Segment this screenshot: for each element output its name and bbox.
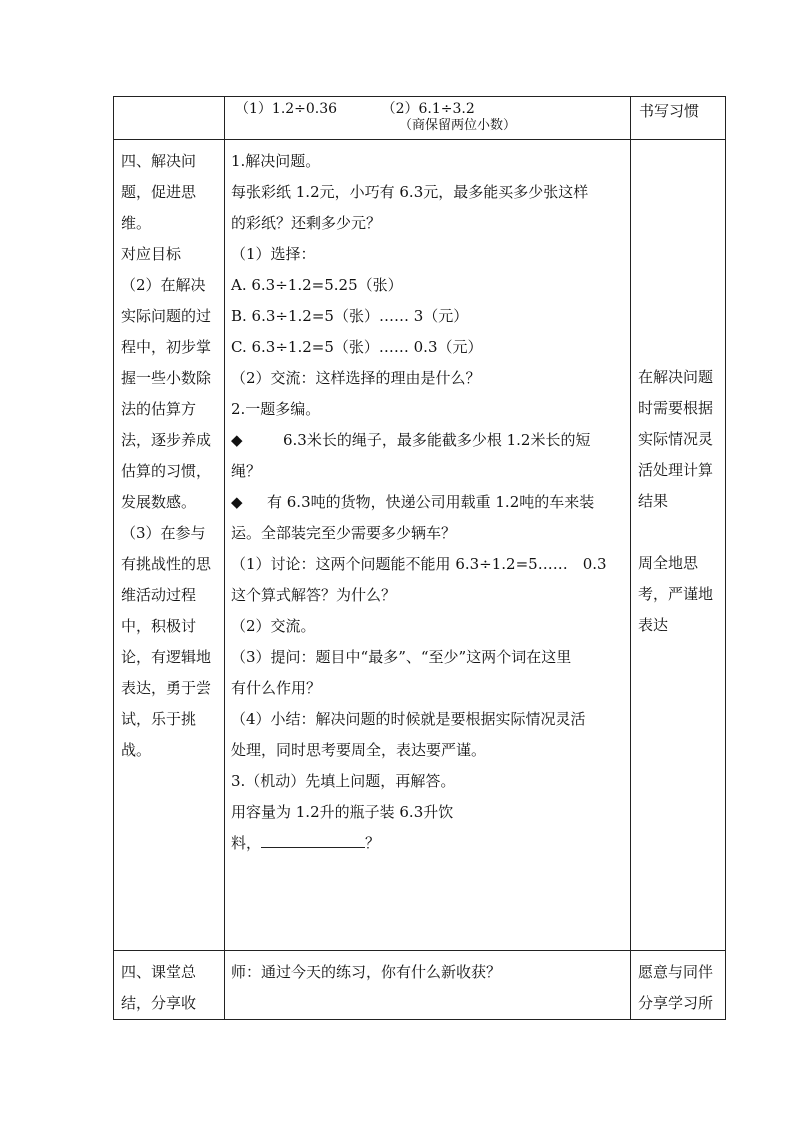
fill-suffix: ？ bbox=[365, 834, 381, 852]
activity-line: 这个算式解答？为什么？ bbox=[231, 586, 397, 604]
goal-line: 实际情况灵 bbox=[638, 430, 714, 448]
lesson-plan-table bbox=[113, 96, 726, 1020]
activity-line: 师：通过今天的练习，你有什么新收获？ bbox=[231, 963, 502, 981]
activity-line: 每张彩纸 1.2元，小巧有 6.3元，最多能买多少张这样 bbox=[231, 183, 589, 201]
activity-line: （1）讨论：这两个问题能不能用 6.3÷1.2=5…… 0.3 bbox=[231, 555, 607, 573]
stage-line: 有挑战性的思 bbox=[121, 555, 212, 573]
table-row bbox=[114, 951, 726, 1020]
goal-cell bbox=[631, 140, 726, 951]
stage-text bbox=[114, 951, 224, 1019]
stage-line: 维。 bbox=[121, 214, 152, 232]
activity-line: 的彩纸？还剩多少元？ bbox=[231, 214, 382, 232]
exercise-1: （1）1.2÷0.36 bbox=[235, 101, 338, 117]
goal-cell bbox=[631, 951, 726, 1020]
choice-c: C. 6.3÷1.2=5（张）…… 0.3（元） bbox=[231, 338, 483, 356]
stage-line: （2）在解决 bbox=[121, 276, 206, 294]
activity-line: （2）交流：这样选择的理由是什么？ bbox=[231, 369, 481, 387]
table-row bbox=[114, 97, 726, 140]
diamond-bullet-icon: ◆ bbox=[231, 493, 243, 511]
goal-line: 表达 bbox=[638, 616, 669, 634]
activity-line: 2.一题多编。 bbox=[231, 400, 321, 418]
stage-line: 维活动过程 bbox=[121, 586, 197, 604]
goal-text bbox=[631, 951, 725, 1019]
stage-line: 试，乐于挑 bbox=[121, 710, 197, 728]
activity-line: 绳？ bbox=[231, 462, 262, 480]
stage-line: 论，有逻辑地 bbox=[121, 648, 212, 666]
rounding-note: （商保留两位小数） bbox=[398, 118, 516, 133]
stage-line: 结，分享收 bbox=[121, 994, 197, 1012]
fill-in-blank bbox=[261, 829, 365, 848]
bullet-text: 有 6.3吨的货物，快递公司用载重 1.2吨的车来装 bbox=[267, 493, 595, 511]
activity-cell bbox=[225, 951, 631, 1020]
stage-text bbox=[114, 140, 224, 766]
stage-cell bbox=[114, 97, 225, 140]
table-row bbox=[114, 140, 726, 951]
activity-cell bbox=[225, 140, 631, 951]
stage-line: 握一些小数除 bbox=[121, 369, 212, 387]
stage-line: 中，积极讨 bbox=[121, 617, 197, 635]
exercise-line bbox=[225, 97, 630, 118]
stage-line: （3）在参与 bbox=[121, 524, 206, 542]
stage-cell bbox=[114, 951, 225, 1020]
goal-line: 愿意与同伴 bbox=[638, 963, 714, 981]
activity-line: 运。全部装完至少需要多少辆车？ bbox=[231, 524, 457, 542]
activity-line: （3）提问：题目中“最多”、“至少”这两个词在这里 bbox=[231, 648, 572, 666]
activity-line: 用容量为 1.2升的瓶子装 6.3升饮 bbox=[231, 803, 454, 821]
activity-line bbox=[231, 425, 624, 456]
stage-line: 战。 bbox=[121, 741, 152, 759]
habit-text: 书写习惯 bbox=[639, 102, 700, 120]
stage-line: 四、解决问 bbox=[121, 152, 197, 170]
activity-line bbox=[231, 828, 624, 859]
stage-line: 表达，勇于尝 bbox=[121, 679, 212, 697]
goal-text bbox=[631, 140, 725, 641]
goal-line: 活处理计算 bbox=[638, 461, 714, 479]
goal-line: 时需要根据 bbox=[638, 399, 714, 417]
exercise-2: （2）6.1÷3.2 bbox=[381, 101, 475, 117]
activity-line: （4）小结：解决问题的时候就是要根据实际情况灵活 bbox=[231, 710, 586, 728]
goal-line: 在解决问题 bbox=[638, 368, 714, 386]
stage-line: 题，促进思 bbox=[121, 183, 197, 201]
activity-text bbox=[225, 140, 630, 859]
goal-line: 结果 bbox=[638, 492, 669, 510]
stage-line: 实际问题的过 bbox=[121, 307, 212, 325]
activity-line: （2）交流。 bbox=[231, 617, 316, 635]
activity-line bbox=[231, 487, 624, 518]
goal-line: 周全地思 bbox=[638, 554, 699, 572]
goal-line bbox=[638, 517, 720, 548]
stage-line: 估算的习惯， bbox=[121, 462, 212, 480]
activity-line: 处理，同时思考要周全，表达要严谨。 bbox=[231, 741, 487, 759]
goal-line: 考，严谨地 bbox=[638, 585, 714, 603]
activity-line: 3.（机动）先填上问题，再解答。 bbox=[231, 772, 456, 790]
activity-line: 有什么作用？ bbox=[231, 679, 322, 697]
goal-cell bbox=[631, 97, 726, 140]
choice-a: A. 6.3÷1.2=5.25（张） bbox=[231, 276, 403, 294]
choice-b: B. 6.3÷1.2=5（张）…… 3（元） bbox=[231, 307, 469, 325]
stage-line: 发展数感。 bbox=[121, 493, 197, 511]
stage-line: 法的估算方 bbox=[121, 400, 197, 418]
activity-line: （1）选择： bbox=[231, 245, 316, 263]
stage-line: 程中，初步掌 bbox=[121, 338, 212, 356]
diamond-bullet-icon: ◆ bbox=[231, 431, 243, 449]
activity-cell bbox=[225, 97, 631, 140]
stage-line: 对应目标 bbox=[121, 245, 182, 263]
goal-line: 分享学习所 bbox=[638, 994, 714, 1012]
activity-text bbox=[225, 951, 630, 988]
activity-line: 1.解决问题。 bbox=[231, 152, 321, 170]
stage-line: 四、课堂总 bbox=[121, 963, 197, 981]
bullet-text: 6.3米长的绳子，最多能截多少根 1.2米长的短 bbox=[283, 431, 591, 449]
stage-cell bbox=[114, 140, 225, 951]
stage-line: 法，逐步养成 bbox=[121, 431, 212, 449]
fill-prefix: 料， bbox=[231, 834, 262, 852]
